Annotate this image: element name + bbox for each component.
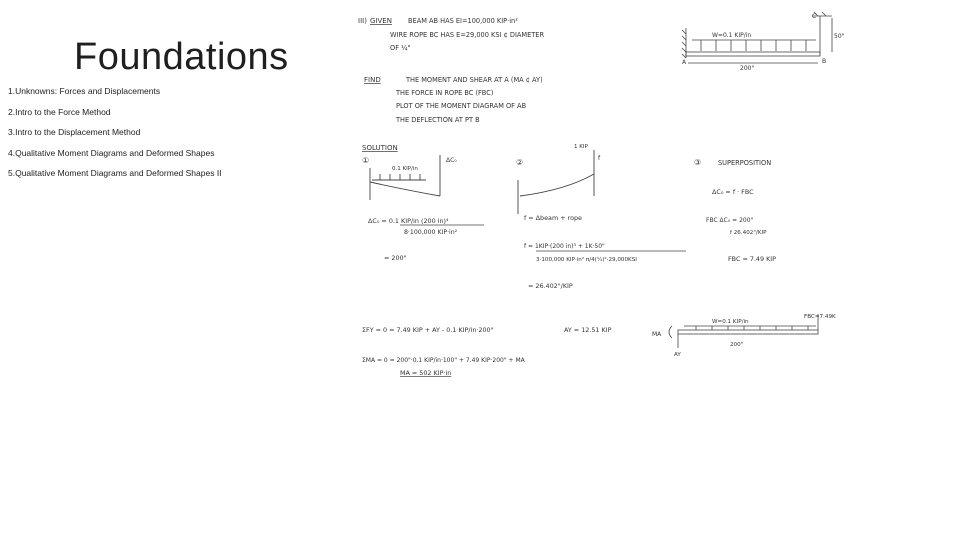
eq-2-line-1: f = Δbeam + rope — [524, 214, 582, 222]
slide-title: Foundations — [74, 36, 289, 78]
topic-item-5: 5.Qualitative Moment Diagrams and Deformed Shapes II — [8, 168, 222, 179]
topic-list — [8, 86, 222, 189]
beam-rope-figure — [682, 12, 832, 63]
eq-3-result: FBC = 7.49 KIP — [728, 255, 777, 263]
fig-rope-label: 50" — [834, 33, 845, 40]
step-2-marker: ② — [516, 158, 524, 167]
sum-fy-equation: ΣFY = 0 = 7.49 KIP + AY - 0.1 KIP/in·200" — [362, 326, 494, 334]
fig-point-a: A — [682, 59, 687, 66]
find-line-1: THE MOMENT AND SHEAR AT A (MA ¢ AY) — [406, 76, 543, 84]
find-label: FIND — [364, 76, 381, 84]
solution-label: SOLUTION — [362, 144, 398, 152]
eq-1-result: = 200" — [384, 254, 407, 262]
step-2-load: 1 KIP — [574, 144, 588, 150]
given-line-1: BEAM AB HAS EI=100,000 KIP·in² — [408, 17, 518, 25]
fbd-span-label: 200" — [730, 342, 744, 348]
eq-1-numerator: ΔC₀ = 0.1 KIP/in (200 in)⁴ — [368, 217, 449, 225]
handwritten-solution-sheet — [356, 10, 856, 380]
fbd-ay-label: AY — [674, 352, 681, 358]
problem-number: III) — [358, 17, 367, 25]
ay-result: AY = 12.51 KIP — [564, 326, 612, 334]
fbd-ma-label: MA — [652, 331, 662, 338]
given-line-2: WIRE ROPE BC HAS E=29,000 KSI ¢ DIAMETER — [390, 31, 545, 39]
fig-load-label: W=0.1 KIP/in — [712, 32, 752, 39]
eq-2-numerator: f = 1KIP·(200 in)³ + 1K·50" — [524, 243, 605, 250]
step-1-cantilever-sketch — [370, 155, 440, 200]
step-2-cantilever-sketch — [518, 150, 594, 214]
given-label: GIVEN — [370, 17, 392, 25]
eq-3-numerator: FBC ΔC₀ = 200" — [706, 217, 754, 224]
fig-point-b: B — [822, 58, 827, 65]
topic-item-1: 1.Unknowns: Forces and Displacements — [8, 86, 161, 96]
given-line-3: OF ¼" — [390, 44, 411, 52]
eq-3-line-1: ΔC₀ = f · FBC — [712, 188, 754, 196]
topic-item-3: 3.Intro to the Displacement Method — [8, 127, 141, 138]
find-line-2: THE FORCE IN ROPE BC (FBC) — [396, 89, 494, 97]
find-line-4: THE DEFLECTION AT PT B — [396, 116, 480, 124]
step-1-marker: ① — [362, 156, 370, 165]
fig-span-label: 200" — [740, 65, 755, 72]
find-line-3: PLOT OF THE MOMENT DIAGRAM OF AB — [396, 102, 527, 110]
fbd-load-label: W=0.1 KIP/in — [712, 319, 749, 325]
ma-result: MA = 502 KIP·in — [400, 369, 452, 377]
topic-item-2: 2.Intro to the Force Method — [8, 106, 111, 117]
step-2-f: f — [598, 155, 601, 162]
fbd-fbc-label: FBC=7.49K — [804, 314, 836, 320]
step-3-title: SUPERPOSITION — [718, 159, 772, 167]
eq-3-denominator: f 26.402"/KIP — [730, 230, 767, 236]
eq-2-denominator: 3·100,000 KIP·in² π/4(¼)²·29,000KSI — [536, 257, 637, 263]
step-1-load: 0.1 KIP/in — [392, 166, 418, 172]
step-1-delta: ΔC₀ — [446, 157, 457, 164]
eq-2-result: = 26.402"/KIP — [528, 282, 573, 290]
topic-item-4: 4.Qualitative Moment Diagrams and Deformed Shapes — [8, 147, 215, 158]
fig-point-c: C — [812, 13, 817, 20]
eq-1-denominator: 8·100,000 KIP·in² — [404, 229, 458, 236]
sum-ma-equation: ΣMA = 0 = 200"·0.1 KIP/in·100" + 7.49 KIP·200" + MA — [362, 357, 525, 364]
step-3-marker: ③ — [694, 158, 702, 167]
